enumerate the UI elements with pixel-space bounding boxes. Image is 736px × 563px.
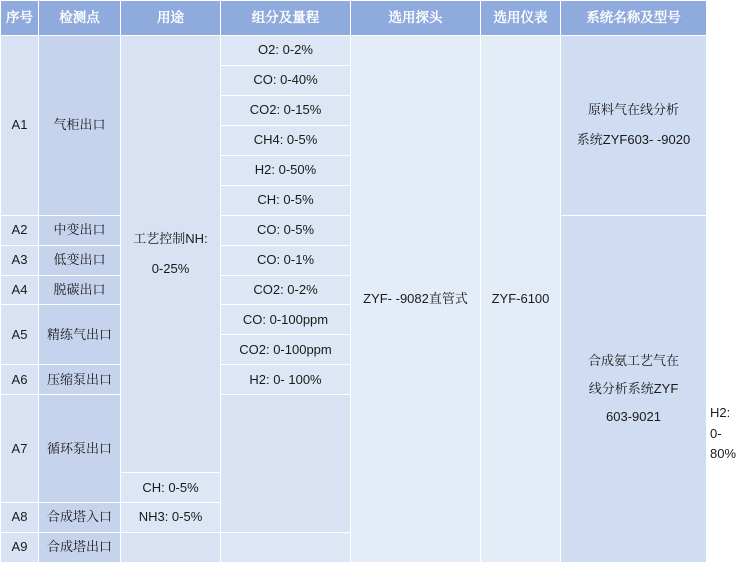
cell-no-a6: A6 (1, 365, 39, 395)
cell-no-a7: A7 (1, 395, 39, 503)
system-top-line-2: 系统ZYF603- -9020 (576, 132, 691, 148)
cell-component: CH: 0-5% (221, 185, 351, 215)
cell-usage-spacer-2 (121, 533, 221, 563)
cell-usage (121, 36, 221, 473)
cell-no-a1: A1 (1, 36, 39, 216)
system-top-line-1: 原料气在线分析 (587, 102, 679, 118)
cell-point-a8: 合成塔入口 (39, 503, 121, 533)
column-header-instrument: 选用仪表 (481, 1, 561, 36)
system-bottom-line-3: 603-9021 (606, 408, 661, 424)
cell-component: H2: 0- 100% (221, 365, 351, 395)
cell-component: CO2: 0-100ppm (221, 335, 351, 365)
cell-component: CO: 0-40% (221, 65, 351, 95)
cell-component: CH4: 0-5% (221, 125, 351, 155)
cell-point-a1: 气柜出口 (39, 36, 121, 216)
column-header-no: 序号 (1, 1, 39, 36)
column-header-probe: 选用探头 (351, 1, 481, 36)
system-bottom-line-1: 合成氨工艺气在 (587, 352, 679, 368)
column-header-point: 检测点 (39, 1, 121, 36)
usage-line-1: 工艺控制NH: (133, 230, 208, 246)
table-row (1, 36, 707, 66)
cell-system-top (561, 36, 707, 216)
cell-point-a7: 循环泵出口 (39, 395, 121, 503)
cell-point-a5: 精练气出口 (39, 305, 121, 365)
cell-no-a3: A3 (1, 245, 39, 275)
column-header-system: 系统名称及型号 (561, 1, 707, 36)
cell-component: CH: 0-5% (121, 473, 221, 503)
table-header-row (1, 1, 707, 36)
cell-component: NH3: 0-5% (121, 503, 221, 533)
cell-usage-spacer (221, 395, 351, 533)
cell-no-a4: A4 (1, 275, 39, 305)
cell-component (221, 533, 351, 563)
cell-point-a3: 低变出口 (39, 245, 121, 275)
usage-line-2: 0-25% (151, 261, 190, 277)
cell-no-a8: A8 (1, 503, 39, 533)
cell-instrument: ZYF-6100 (481, 36, 561, 563)
cell-point-a9: 合成塔出口 (39, 533, 121, 563)
table-row: A7 循环泵出口 H2: 0-80% (1, 395, 707, 473)
cell-component: CO: 0-100ppm (221, 305, 351, 335)
cell-system-bottom (561, 215, 707, 562)
cell-component: CO: 0-5% (221, 215, 351, 245)
cell-no-a2: A2 (1, 215, 39, 245)
cell-component: CO: 0-1% (221, 245, 351, 275)
cell-no-a5: A5 (1, 305, 39, 365)
cell-no-a9: A9 (1, 533, 39, 563)
system-bottom-line-2: 线分析系统ZYF (588, 380, 679, 396)
cell-component: CO2: 0-15% (221, 95, 351, 125)
cell-component: H2: 0-50% (221, 155, 351, 185)
cell-component: CO2: 0-2% (221, 275, 351, 305)
cell-point-a2: 中变出口 (39, 215, 121, 245)
cell-probe: ZYF- -9082直管式 (351, 36, 481, 563)
column-header-components: 组分及量程 (221, 1, 351, 36)
column-header-usage: 用途 (121, 1, 221, 36)
cell-point-a4: 脱碳出口 (39, 275, 121, 305)
cell-point-a6: 压缩泵出口 (39, 365, 121, 395)
cell-component: O2: 0-2% (221, 36, 351, 66)
